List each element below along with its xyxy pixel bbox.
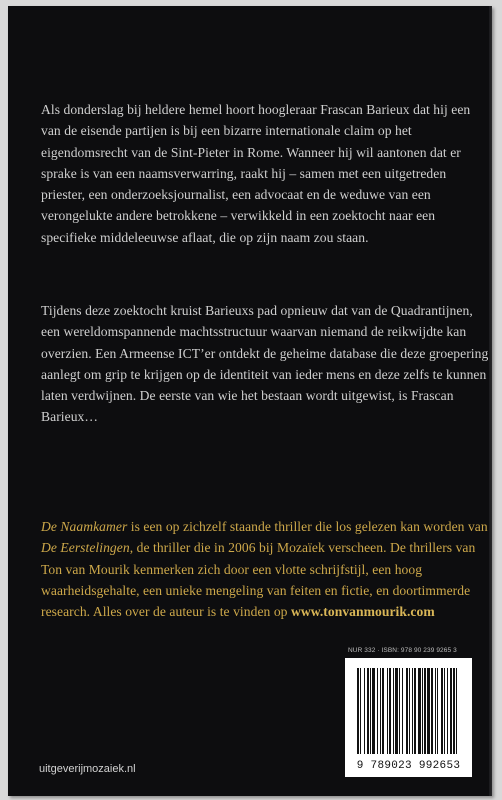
blurb-paragraph-3 [41, 516, 489, 622]
barcode-bar [370, 668, 371, 754]
barcode-bar [414, 668, 416, 754]
barcode-bar [387, 668, 388, 754]
barcode-bar [399, 668, 400, 754]
barcode-bar [360, 668, 361, 754]
barcode-bar [357, 668, 359, 754]
author-website-link[interactable]: www.tonvanmourik.com [290, 604, 435, 620]
barcode-bar [444, 668, 445, 754]
barcode-bar [409, 668, 410, 754]
blurb-paragraph-1: Als donderslag bij heldere hemel hoort hoogleraar Frascan Barieux dat hij een van de eisende partijen is bij een bizarre internationale claim op het eigendomsrecht van de Sint-Pieter in Rome. Wanneer hij wil aantonen dat er sprake is van een naamsverwarring, raakt hij – samen met een uitgetreden priester, een onderzoeksjournalist, een advocaat en de weduwe van een verongelukte andere betrokkene – verwikkeld in een zoektocht naar een specifieke middeleeuwse aflaat, die op zijn naam zou staan. [41, 102, 471, 245]
barcode-bar [447, 668, 448, 754]
book-title-naamkamer: De Naamkamer [41, 519, 128, 534]
blurb-paragraph-2: Tijdens deze zoektocht kruist Barieuxs pad opnieuw dat van de Quadrantijnen, een wereldomspannende machtsstructuur waarvan niemand de reikwijdte kan overzien. Een Armeense ICT’er ontdekt de geheime database die deze groepering aanlegt om grip te krijgen op de identiteit van ieder mens en deze zelfs te kunnen laten verdwijnen. De eerste van wie het bestaan wordt uitgewist, is Frascan Barieux… [41, 303, 489, 425]
barcode-bar [422, 668, 423, 754]
barcode-bar [435, 668, 436, 754]
barcode-bar [406, 668, 408, 754]
barcode-bar [441, 668, 443, 754]
barcode-bar [437, 668, 438, 754]
barcode-bar [380, 668, 381, 754]
barcode-bar [395, 668, 398, 754]
barcode-bar [427, 668, 430, 754]
barcode-bar [364, 668, 365, 754]
barcode-bar [450, 668, 452, 754]
barcode-bar [389, 668, 391, 754]
barcode-bar [412, 668, 413, 754]
barcode-bar [453, 668, 455, 754]
barcode-bar [431, 668, 433, 754]
barcode [345, 658, 472, 777]
back-cover [8, 6, 492, 796]
publisher-website[interactable]: uitgeverijmozaiek.nl [39, 763, 136, 775]
barcode-bar [367, 668, 369, 754]
barcode-number: 9 789023 992653 [356, 760, 461, 772]
barcode-bar [393, 668, 394, 754]
barcode-bar [424, 668, 426, 754]
cover-edge [489, 6, 492, 796]
barcode-bar [402, 668, 403, 754]
barcode-bar [382, 668, 384, 754]
paragraph-3-text-b: , de thriller die in 2006 bij Mozaïek verscheen. De thrillers van Ton van Mourik kenmerken zich door een vlotte schrijfstijl, een hoog waarheidsgehalte, een unieke mengeling van feiten en fictie, en doortimmerde research. Alles over de auteur is te vinden op [41, 540, 476, 620]
book-title-eerstelingen: De Eerstelingen [41, 540, 130, 556]
barcode-bar [418, 668, 421, 754]
paragraph-3-text-a: is een op zichzelf staande thriller die los gelezen kan worden van [127, 519, 488, 534]
barcode-bars [355, 668, 462, 754]
barcode-bar [377, 668, 378, 754]
barcode-bar [456, 668, 457, 754]
barcode-bar [372, 668, 375, 754]
nur-isbn-label: NUR 332 · ISBN: 978 90 239 9265 3 [348, 647, 457, 654]
